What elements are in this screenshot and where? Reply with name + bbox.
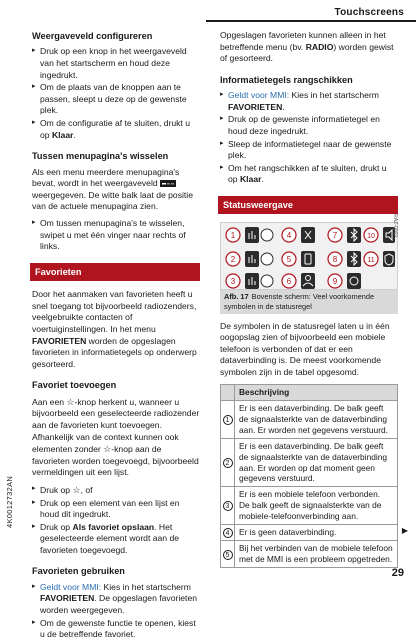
table-header-description: Beschrijving <box>235 384 398 400</box>
page-indicator-icon <box>160 180 176 187</box>
table-row <box>221 487 398 525</box>
row-number <box>221 541 235 568</box>
paragraph-status: De symbolen in de statusregel laten u in één oogopslag zien of bijvoorbeeld een mobiele telefoon is verbonden of dat er een dataverbinding is. De meest voorkomende symbolen zijn in de tabel opgesomd. <box>220 320 390 377</box>
bullet-item <box>32 484 200 497</box>
paragraph <box>32 396 200 479</box>
text: -knop herkent u, wanneer u bijvoorbeeld een geselecteerde radiozender aan de favorieten kunt toevoegen. Afhankelijk van de context kunnen ook elementen zonder <box>32 396 200 455</box>
row-number <box>221 525 235 541</box>
badge-9-label: 9 <box>332 277 338 287</box>
circled-number: 1 <box>223 415 233 425</box>
bullet-item: ▸ Druk op een knop in het weergaveveld van het startscherm en houd deze ingedrukt. <box>32 46 200 81</box>
badge-2-label: 2 <box>230 255 236 265</box>
bold-text: Als favoriet opslaan <box>72 521 155 532</box>
text: . <box>282 101 285 112</box>
table-row <box>221 541 398 568</box>
badge-4 <box>282 228 296 242</box>
paragraph <box>32 167 200 213</box>
bold-text: RADIO <box>305 41 334 52</box>
bold-text: FAVORIETEN <box>40 593 95 604</box>
heading-menupaginas: Tussen menupagina's wisselen <box>32 151 169 162</box>
text: . Het geselecteerde element wordt aan de favorieten toegevoegd. <box>40 521 180 555</box>
text: , of <box>80 484 93 495</box>
badge-1-label: 1 <box>230 231 236 241</box>
text: Om de configuratie af te sluiten, drukt u op <box>40 117 190 140</box>
badge-7 <box>328 228 342 242</box>
section-bar-favorieten: Favorieten <box>30 263 200 281</box>
bold-text: Klaar <box>51 129 74 140</box>
circled-number: 2 <box>223 458 233 468</box>
text: Druk op <box>40 484 73 495</box>
bullet-item: ▸ Om de gewenste functie te openen, kiest u de betreffende favoriet. <box>32 618 200 641</box>
badge-8 <box>328 252 342 266</box>
badge-ring <box>261 253 273 265</box>
text: Kies in het startscherm <box>101 581 191 592</box>
figure-caption <box>220 290 398 313</box>
page-number: 29 <box>391 567 404 579</box>
bold-text: FAVORIETEN <box>32 335 87 346</box>
table-row <box>221 525 398 541</box>
header-title: Touchscreens <box>334 7 404 18</box>
text: Om het rangschikken af te sluiten, drukt u op <box>228 162 387 185</box>
row-number <box>221 487 235 525</box>
badge-8-label: 8 <box>332 255 338 265</box>
badge-6 <box>282 274 296 288</box>
section-bar-statusweergave: Statusweergave <box>218 196 398 214</box>
bullet-item: ▸ Om tussen menupagina's te wisselen, swipet u met één vinger naar rechts of links. <box>32 218 200 253</box>
badge-3 <box>226 274 240 288</box>
paragraph-continued <box>220 30 398 65</box>
text: . <box>261 174 264 185</box>
circled-number: 5 <box>223 550 233 560</box>
section-rangschikken <box>220 74 398 186</box>
text: Druk op <box>40 521 73 532</box>
right-column <box>220 30 398 568</box>
text: . De opgeslagen favorieten worden weergegeven. <box>40 593 197 616</box>
row-number <box>221 438 235 487</box>
page-header <box>0 0 416 22</box>
bullet-item: ▸ Sleep de informatietegel naar de gewenste plek. <box>220 139 398 162</box>
applies-to-label: Geldt voor MMI: <box>228 90 290 101</box>
text: -knop aan de favorieten worden toegevoegd, bijvoorbeeld vermeldingen uit een lijst. <box>32 444 199 478</box>
online-service-icon <box>347 273 361 289</box>
paragraph-favorieten-intro <box>32 289 200 370</box>
bullet-item <box>220 163 398 186</box>
status-symbol-table <box>220 384 398 568</box>
text: Als een menu meerdere menupagina's bevat, wordt in het weergaveveld <box>32 166 180 189</box>
heading-toevoegen: Favoriet toevoegen <box>32 380 117 391</box>
header-rule <box>206 20 416 22</box>
section-menupaginas <box>32 150 200 253</box>
bullet-item <box>32 582 200 617</box>
table-header-row <box>221 384 398 400</box>
badge-3-label: 3 <box>230 277 236 287</box>
heading-gebruiken: Favorieten gebruiken <box>32 566 125 577</box>
badge-11 <box>364 252 378 266</box>
badge-1 <box>226 228 240 242</box>
row-description: Er is een dataverbinding. De balk geeft de signaalsterkte van de dataverbinding aan. Er worden net gegevens verstuurd. <box>235 400 398 438</box>
star-outline-icon: ☆ <box>103 444 112 455</box>
badge-10-label: 10 <box>367 233 375 241</box>
text: weergegeven. De witte balk laat de positie van de actuele menupagina zien. <box>32 189 193 212</box>
bullet-item: ▸ Om de plaats van de knoppen aan te passen, sleept u deze op de gewenste plek. <box>32 82 200 117</box>
text: Opgeslagen favorieten kunnen alleen in het betreffende menu (bv. <box>220 30 386 52</box>
badge-2 <box>226 252 240 266</box>
table-row <box>221 400 398 438</box>
text: Aan een <box>32 396 67 407</box>
table-header-number <box>221 384 235 400</box>
caption-text: Bovenste scherm: Veel voorkomende symbolen in de statusregel <box>224 292 375 311</box>
circled-number: 3 <box>223 501 233 511</box>
text: ) worden gewist of gesorteerd. <box>220 41 394 64</box>
row-description: Er is een dataverbinding. De balk geeft de signaalsterkte van de dataverbinding aan. Er worden op dat moment geen gegevens verstuurd. <box>235 438 398 487</box>
text: worden de opgeslagen favorieten in informatietegels op onderwerp gesorteerd. <box>32 335 197 369</box>
figure-side-code: RAZ-0069 <box>392 214 398 238</box>
badge-6-label: 6 <box>286 277 292 287</box>
bold-text: Klaar <box>239 174 262 185</box>
badge-5 <box>282 252 296 266</box>
figure-status-symbols <box>220 214 398 313</box>
row-description: Bij het verbinden van de mobiele telefoon met de MMI is een probleem opgetreden. <box>235 541 398 568</box>
row-number <box>221 400 235 438</box>
bullet-item: ▸ Druk op de gewenste informatietegel en houd deze ingedrukt. <box>220 114 398 137</box>
section-toevoegen <box>32 379 200 556</box>
text: Kies in het startscherm <box>289 90 379 101</box>
badge-4-label: 4 <box>286 231 292 241</box>
table-row <box>221 438 398 487</box>
badge-5-label: 5 <box>286 255 292 265</box>
badge-9 <box>328 274 342 288</box>
heading-rangschikken: Informatietegels rangschikken <box>220 74 353 85</box>
circled-number: 4 <box>223 528 233 538</box>
badge-11-label: 11 <box>367 257 375 265</box>
caption-label: Afb. 17 <box>224 292 249 302</box>
bold-text: FAVORIETEN <box>228 101 283 112</box>
badge-ring <box>261 229 273 241</box>
row-description: Er is geen dataverbinding. <box>235 525 398 541</box>
text: . <box>73 129 76 140</box>
star-outline-icon: ☆ <box>72 484 81 495</box>
bullet-item <box>32 118 200 141</box>
text: Door het aanmaken van favorieten heeft u snel toegang tot bijvoorbeeld radiozenders, veelgebruikte contacten of voertuiginstellingen. In het menu <box>32 289 197 334</box>
applies-to-label: Geldt voor MMI: <box>40 581 102 592</box>
bullet-item <box>220 90 398 113</box>
section-weergaveveld <box>32 30 200 141</box>
status-symbols-illustration <box>221 223 397 289</box>
row-description: Er is een mobiele telefoon verbonden. De balk geeft de signaalsterkte van de mobiele-telefoonverbinding aan. <box>235 487 398 525</box>
bullet-item: ▸ Druk op een element van een lijst en houd dit ingedrukt. <box>32 498 200 521</box>
left-column <box>32 30 200 642</box>
continue-arrow-icon: ▶ <box>401 526 408 535</box>
section-gebruiken <box>32 565 200 640</box>
heading-weergaveveld: Weergaveveld configureren <box>32 31 153 41</box>
document-code: 4K0012732AN <box>5 475 14 528</box>
status-symbols-screen <box>220 214 398 290</box>
phone-error-icon <box>301 251 315 267</box>
badge-ring <box>261 275 273 287</box>
bullet-item <box>32 522 200 557</box>
badge-10 <box>364 228 378 242</box>
star-outline-icon: ☆ <box>66 396 75 407</box>
badge-7-label: 7 <box>332 231 338 241</box>
